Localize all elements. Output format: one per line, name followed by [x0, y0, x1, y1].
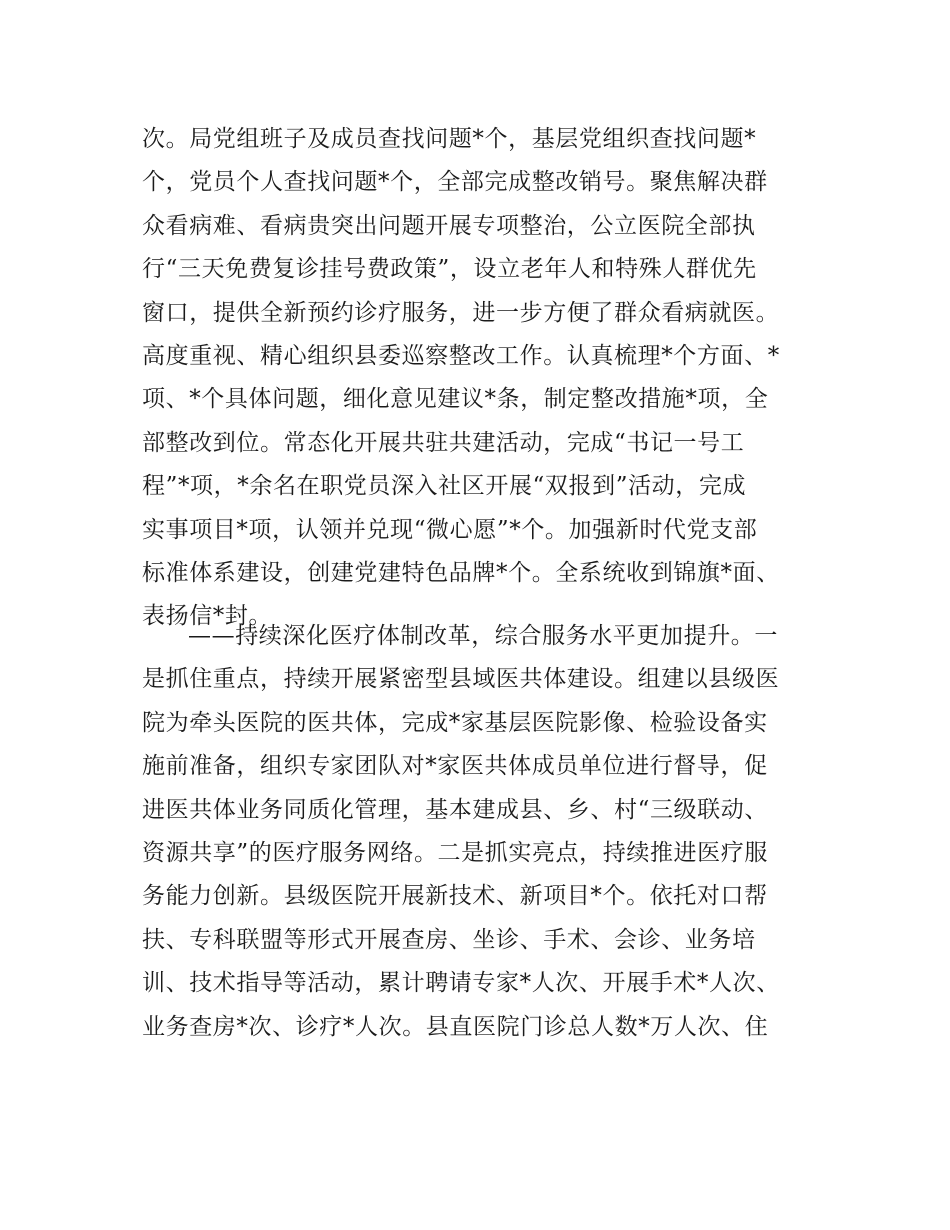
- text-line: 扶、专科联盟等形式开展查房、坐诊、手术、会诊、业务培: [142, 926, 756, 953]
- paragraph-party-building: [142, 118, 812, 639]
- text-line: 务能力创新。县级医院开展新技术、新项目*个。依托对口帮: [142, 883, 768, 910]
- text-line: 业务查房*次、诊疗*人次。县直医院门诊总人数*万人次、住: [142, 1013, 769, 1040]
- text-line: 是抓住重点，持续开展紧密型县域医共体建设。组建以县级医: [142, 666, 780, 693]
- text-line: 院为牵头医院的医共体，完成*家基层医院影像、检验设备实: [142, 709, 768, 736]
- text-line: 程”*项，*余名在职党员深入社区开展“双报到”活动，完成: [142, 473, 747, 500]
- text-line: 行“三天免费复诊挂号费政策”，设立老年人和特殊人群优先: [142, 256, 757, 283]
- text-line: 项、*个具体问题，细化意见建议*条，制定整改措施*项，全: [142, 386, 769, 413]
- text-line: 进医共体业务同质化管理，基本建成县、乡、村“三级联动、: [142, 796, 768, 823]
- text-line: 训、技术指导等活动，累计聘请专家*人次、开展手术*人次、: [142, 970, 780, 997]
- text-line: 资源共享”的医疗服务网络。二是抓实亮点，持续推进医疗服: [142, 839, 768, 866]
- text-line: 施前准备，组织专家团队对*家医共体成员单位进行督导，促: [142, 753, 768, 780]
- text-line: 窗口，提供全新预约诊疗服务，进一步方便了群众看病就医。: [142, 299, 780, 326]
- text-line: 实事项目*项，认领并兑现“微心愿”*个。加强新时代党支部: [142, 516, 758, 543]
- text-line: 高度重视、精心组织县委巡察整改工作。认真梳理*个方面、*: [142, 342, 780, 369]
- text-line: 个，党员个人查找问题*个，全部完成整改销号。聚焦解决群: [142, 169, 768, 196]
- text-line: ——持续深化医疗体制改革，综合服务水平更加提升。一: [188, 623, 778, 649]
- text-line: 众看病难、看病贵突出问题开展专项整治，公立医院全部执: [142, 212, 756, 239]
- text-line: 表扬信*封。: [142, 603, 273, 630]
- text-line: 标准体系建设，创建党建特色品牌*个。全系统收到锦旗*面、: [142, 559, 780, 586]
- paragraph-medical-reform: [142, 615, 812, 1049]
- text-line: 部整改到位。常态化开展共驻共建活动，完成“书记一号工: [142, 429, 745, 456]
- text-line: 次。局党组班子及成员查找问题*个，基层党组织查找问题*: [142, 126, 757, 152]
